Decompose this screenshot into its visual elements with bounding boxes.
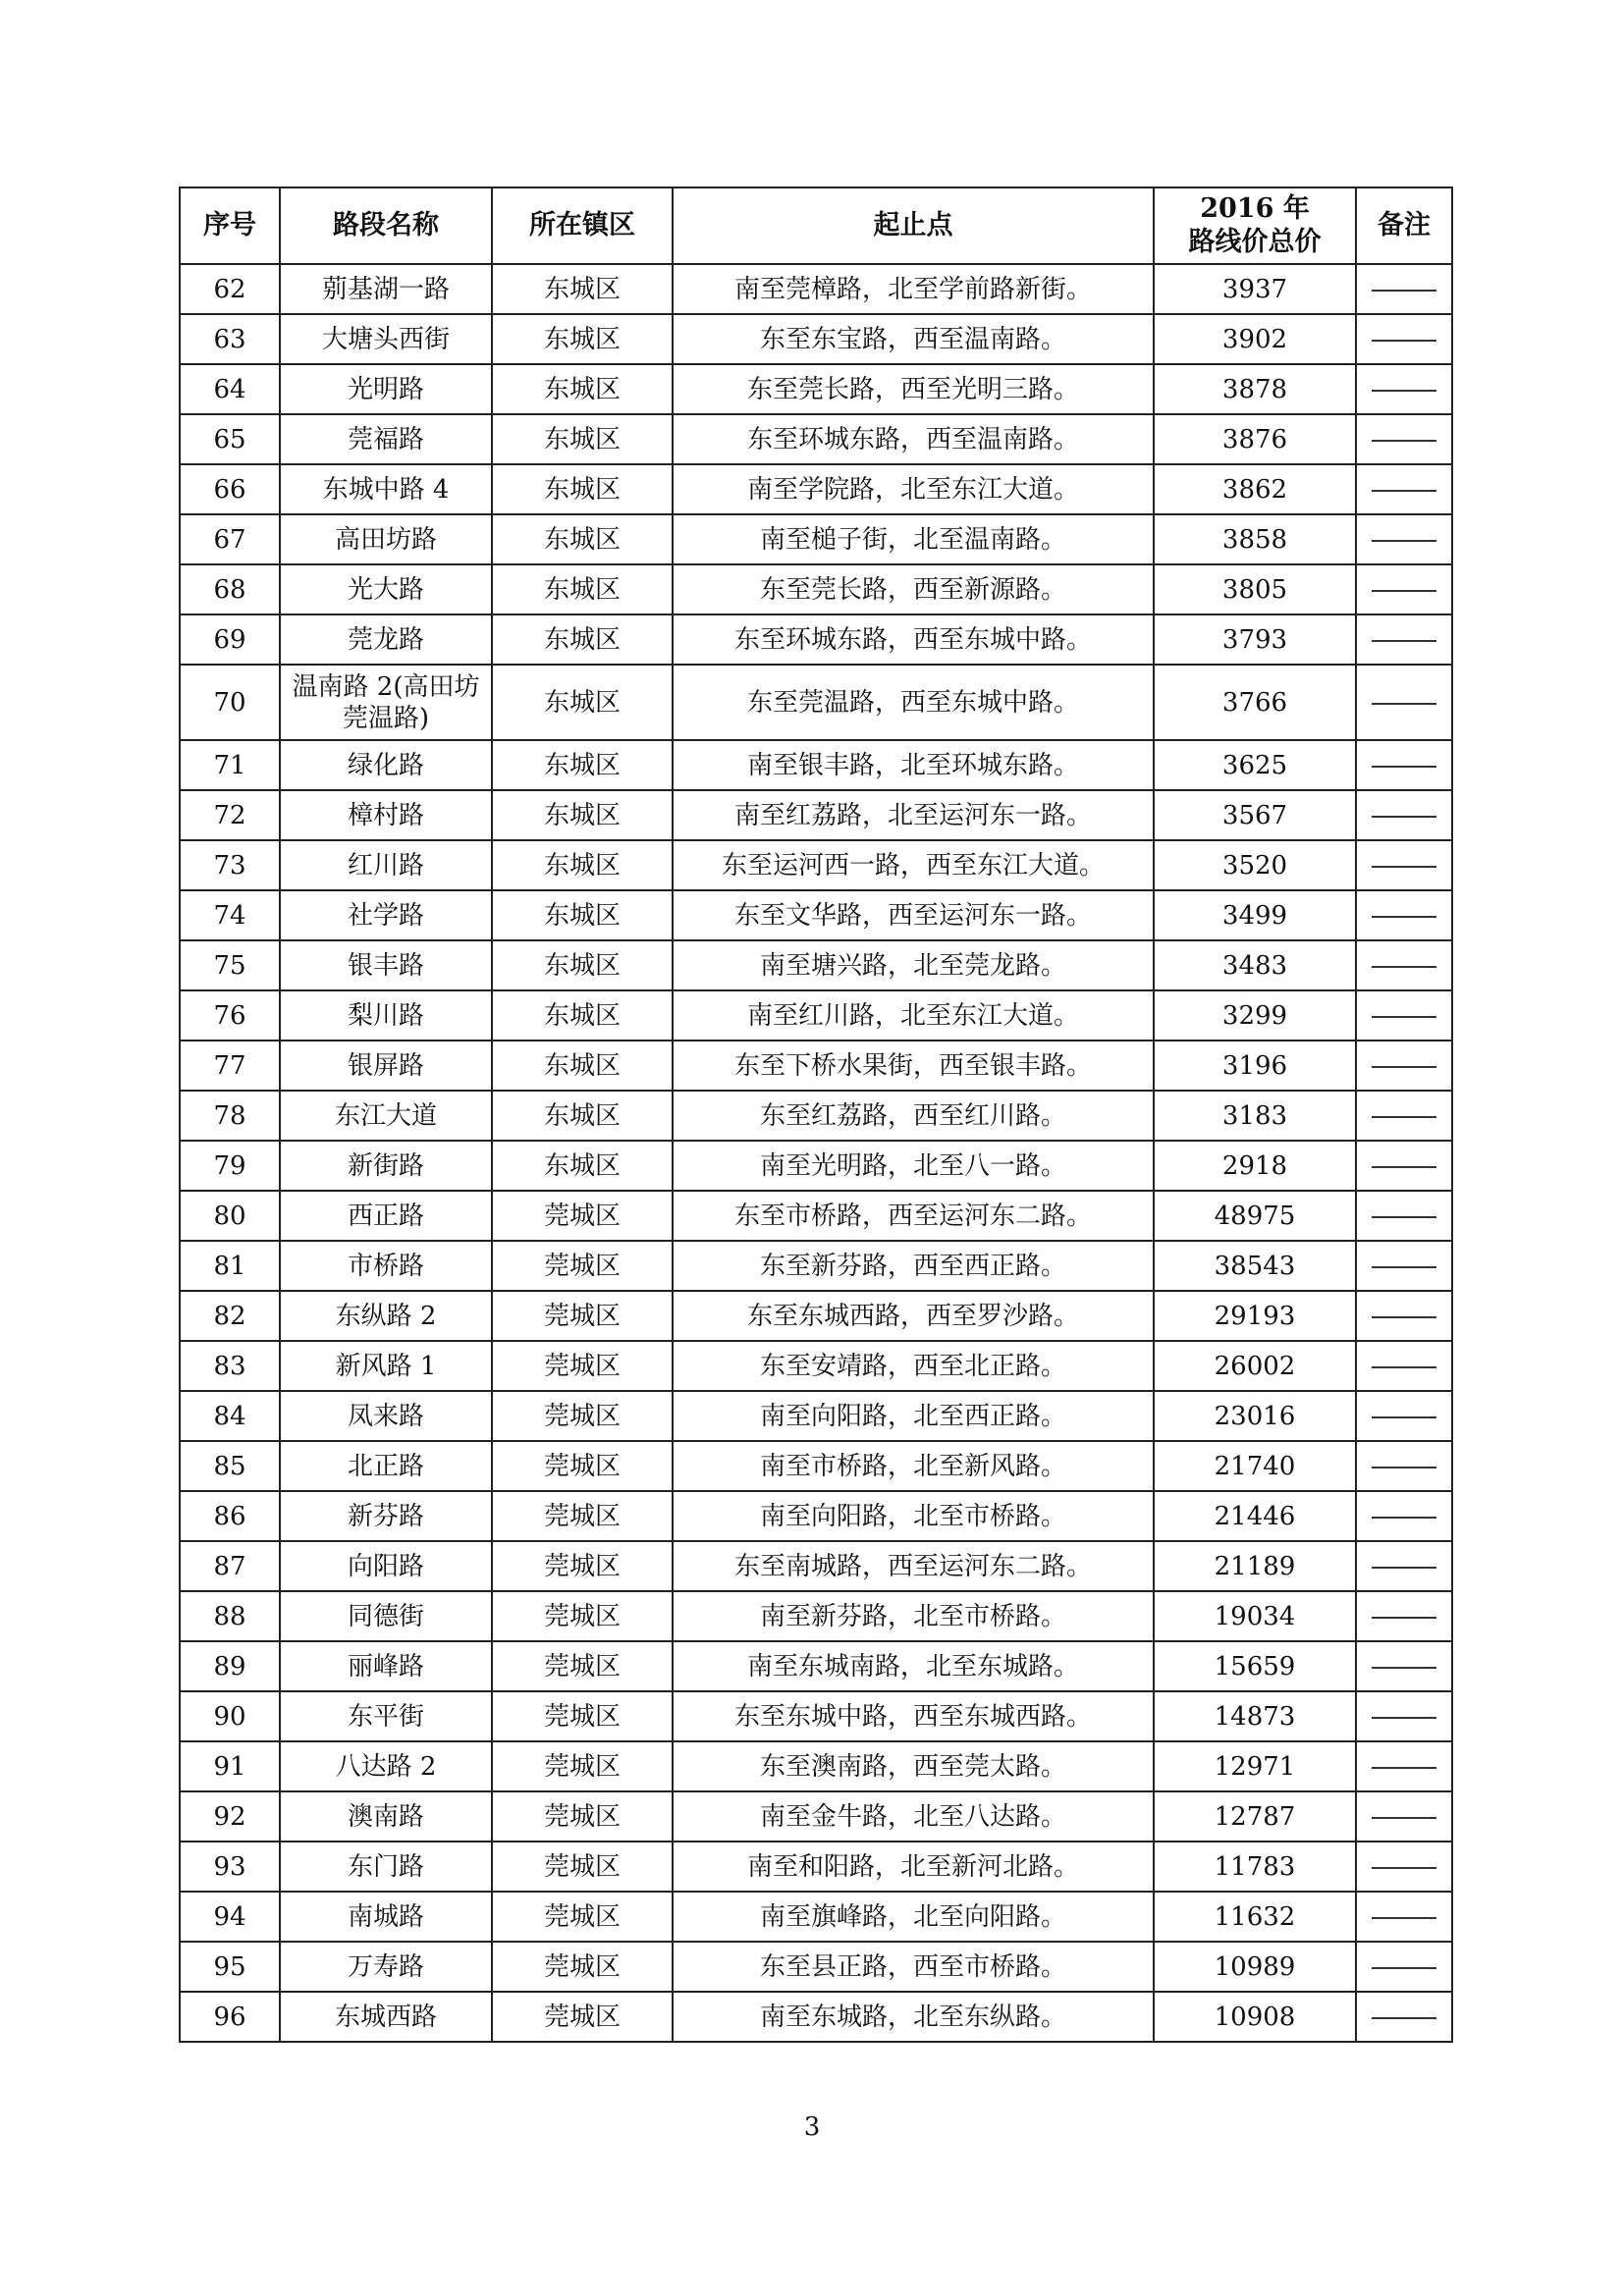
remark-dash [1372, 1867, 1436, 1869]
cell-range: 东至莞温路，西至东城中路。 [673, 665, 1154, 740]
cell-district: 莞城区 [492, 1341, 673, 1391]
cell-district: 莞城区 [492, 1241, 673, 1291]
cell-range: 南至市桥路，北至新风路。 [673, 1441, 1154, 1491]
cell-remark [1356, 1641, 1452, 1691]
cell-price: 12971 [1154, 1741, 1356, 1791]
cell-price: 10908 [1154, 1992, 1356, 2042]
cell-district: 莞城区 [492, 1641, 673, 1691]
remark-dash [1372, 1567, 1436, 1569]
cell-price: 3183 [1154, 1091, 1356, 1141]
cell-name: 东门路 [280, 1842, 492, 1892]
cell-district: 东城区 [492, 1041, 673, 1091]
remark-dash [1372, 340, 1436, 342]
cell-no: 88 [180, 1591, 280, 1641]
header-name: 路段名称 [280, 187, 492, 264]
cell-district: 东城区 [492, 314, 673, 364]
cell-district: 东城区 [492, 665, 673, 740]
table-row [180, 564, 1452, 614]
cell-district: 莞城区 [492, 1491, 673, 1541]
cell-remark [1356, 1892, 1452, 1942]
table-row [180, 364, 1452, 414]
remark-dash [1372, 1116, 1436, 1118]
cell-no: 80 [180, 1191, 280, 1241]
remark-dash [1372, 1967, 1436, 1969]
cell-range: 南至旗峰路，北至向阳路。 [673, 1892, 1154, 1942]
remark-dash [1372, 1266, 1436, 1268]
cell-no: 68 [180, 564, 280, 614]
cell-name: 梨川路 [280, 990, 492, 1041]
cell-remark [1356, 1791, 1452, 1842]
cell-price: 26002 [1154, 1341, 1356, 1391]
remark-dash [1372, 1467, 1436, 1468]
cell-price: 3862 [1154, 464, 1356, 514]
cell-remark [1356, 990, 1452, 1041]
cell-range: 南至向阳路，北至西正路。 [673, 1391, 1154, 1441]
remark-dash [1372, 1016, 1436, 1018]
cell-price: 3878 [1154, 364, 1356, 414]
table-row [180, 840, 1452, 890]
cell-district: 莞城区 [492, 1992, 673, 2042]
remark-dash [1372, 1517, 1436, 1519]
cell-range: 东至南城路，西至运河东二路。 [673, 1541, 1154, 1591]
table-row [180, 1291, 1452, 1341]
cell-remark [1356, 1942, 1452, 1992]
cell-district: 东城区 [492, 890, 673, 940]
cell-district: 东城区 [492, 1141, 673, 1191]
table-row [180, 614, 1452, 665]
cell-remark [1356, 1591, 1452, 1641]
cell-district: 东城区 [492, 990, 673, 1041]
cell-no: 69 [180, 614, 280, 665]
cell-no: 77 [180, 1041, 280, 1091]
cell-district: 莞城区 [492, 1942, 673, 1992]
cell-range: 南至银丰路，北至环城东路。 [673, 740, 1154, 790]
table-row [180, 1992, 1452, 2042]
cell-range: 东至东宝路，西至温南路。 [673, 314, 1154, 364]
table-body [180, 264, 1452, 2042]
cell-district: 莞城区 [492, 1191, 673, 1241]
cell-district: 莞城区 [492, 1842, 673, 1892]
cell-remark [1356, 740, 1452, 790]
cell-name: 绿化路 [280, 740, 492, 790]
cell-no: 81 [180, 1241, 280, 1291]
cell-district: 东城区 [492, 940, 673, 990]
cell-price: 3902 [1154, 314, 1356, 364]
table-row [180, 1091, 1452, 1141]
remark-dash [1372, 1366, 1436, 1368]
table-row [180, 1391, 1452, 1441]
cell-name: 莂基湖一路 [280, 264, 492, 314]
cell-district: 东城区 [492, 564, 673, 614]
cell-name: 万寿路 [280, 1942, 492, 1992]
cell-no: 78 [180, 1091, 280, 1141]
cell-remark [1356, 314, 1452, 364]
table-row [180, 790, 1452, 840]
cell-price: 2918 [1154, 1141, 1356, 1191]
cell-name: 新芬路 [280, 1491, 492, 1541]
cell-no: 85 [180, 1441, 280, 1491]
remark-dash [1372, 1316, 1436, 1318]
cell-price: 29193 [1154, 1291, 1356, 1341]
cell-name: 东城中路 4 [280, 464, 492, 514]
table-row [180, 314, 1452, 364]
cell-range: 南至东城路，北至东纵路。 [673, 1992, 1154, 2042]
table-row [180, 1441, 1452, 1491]
cell-district: 莞城区 [492, 1791, 673, 1842]
cell-district: 莞城区 [492, 1691, 673, 1741]
remark-dash [1372, 703, 1436, 705]
cell-no: 76 [180, 990, 280, 1041]
table-row [180, 1791, 1452, 1842]
cell-remark [1356, 1291, 1452, 1341]
cell-name: 莞龙路 [280, 614, 492, 665]
cell-range: 南至东城南路，北至东城路。 [673, 1641, 1154, 1691]
cell-range: 南至槌子街，北至温南路。 [673, 514, 1154, 564]
remark-dash [1372, 966, 1436, 968]
cell-district: 东城区 [492, 414, 673, 464]
cell-district: 莞城区 [492, 1291, 673, 1341]
table-row [180, 1741, 1452, 1791]
cell-name: 新风路 1 [280, 1341, 492, 1391]
cell-name: 西正路 [280, 1191, 492, 1241]
cell-district: 东城区 [492, 790, 673, 840]
cell-remark [1356, 614, 1452, 665]
table-header-row [180, 187, 1452, 264]
cell-name: 红川路 [280, 840, 492, 890]
cell-range: 东至文华路，西至运河东一路。 [673, 890, 1154, 940]
table-row [180, 1041, 1452, 1091]
cell-price: 21740 [1154, 1441, 1356, 1491]
cell-no: 87 [180, 1541, 280, 1591]
cell-price: 3793 [1154, 614, 1356, 665]
header-remark: 备注 [1356, 187, 1452, 264]
cell-remark [1356, 1041, 1452, 1091]
table-row [180, 1541, 1452, 1591]
cell-range: 南至向阳路，北至市桥路。 [673, 1491, 1154, 1541]
cell-price: 14873 [1154, 1691, 1356, 1741]
table-row [180, 1191, 1452, 1241]
cell-no: 62 [180, 264, 280, 314]
cell-remark [1356, 1441, 1452, 1491]
cell-range: 东至下桥水果街，西至银丰路。 [673, 1041, 1154, 1091]
cell-name: 社学路 [280, 890, 492, 940]
cell-range: 东至县正路，西至市桥路。 [673, 1942, 1154, 1992]
cell-name: 市桥路 [280, 1241, 492, 1291]
cell-name: 温南路 2(高田坊莞温路) [280, 665, 492, 740]
cell-name: 高田坊路 [280, 514, 492, 564]
cell-name: 东纵路 2 [280, 1291, 492, 1341]
cell-remark [1356, 890, 1452, 940]
remark-dash [1372, 1166, 1436, 1168]
cell-range: 南至学院路，北至东江大道。 [673, 464, 1154, 514]
cell-no: 84 [180, 1391, 280, 1441]
cell-range: 东至莞长路，西至新源路。 [673, 564, 1154, 614]
cell-name: 南城路 [280, 1892, 492, 1942]
cell-name: 同德街 [280, 1591, 492, 1641]
cell-remark [1356, 1341, 1452, 1391]
cell-range: 东至安靖路，西至北正路。 [673, 1341, 1154, 1391]
cell-no: 70 [180, 665, 280, 740]
table-row [180, 990, 1452, 1041]
cell-remark [1356, 1842, 1452, 1892]
cell-name: 丽峰路 [280, 1641, 492, 1691]
cell-no: 72 [180, 790, 280, 840]
cell-name: 东城西路 [280, 1992, 492, 2042]
table-row [180, 414, 1452, 464]
cell-price: 3483 [1154, 940, 1356, 990]
cell-name: 光明路 [280, 364, 492, 414]
header-price [1154, 187, 1356, 264]
cell-price: 10989 [1154, 1942, 1356, 1992]
cell-no: 86 [180, 1491, 280, 1541]
cell-name: 东江大道 [280, 1091, 492, 1141]
cell-price: 48975 [1154, 1191, 1356, 1241]
cell-price: 21189 [1154, 1541, 1356, 1591]
cell-district: 东城区 [492, 740, 673, 790]
cell-range: 东至环城东路，西至温南路。 [673, 414, 1154, 464]
cell-price: 38543 [1154, 1241, 1356, 1291]
cell-no: 96 [180, 1992, 280, 2042]
cell-range: 南至光明路，北至八一路。 [673, 1141, 1154, 1191]
cell-name: 光大路 [280, 564, 492, 614]
cell-price: 3766 [1154, 665, 1356, 740]
cell-remark [1356, 840, 1452, 890]
cell-district: 莞城区 [492, 1741, 673, 1791]
cell-price: 19034 [1154, 1591, 1356, 1641]
table-row [180, 264, 1452, 314]
cell-remark [1356, 364, 1452, 414]
remark-dash [1372, 590, 1436, 592]
remark-dash [1372, 540, 1436, 542]
remark-dash [1372, 816, 1436, 818]
cell-district: 东城区 [492, 264, 673, 314]
cell-name: 新街路 [280, 1141, 492, 1191]
remark-dash [1372, 1617, 1436, 1619]
header-range: 起止点 [673, 187, 1154, 264]
cell-range: 东至东城中路，西至东城西路。 [673, 1691, 1154, 1741]
cell-range: 南至莞樟路，北至学前路新街。 [673, 264, 1154, 314]
cell-name: 银丰路 [280, 940, 492, 990]
table-row [180, 1641, 1452, 1691]
cell-remark [1356, 790, 1452, 840]
cell-remark [1356, 1741, 1452, 1791]
cell-no: 73 [180, 840, 280, 890]
table-row [180, 464, 1452, 514]
header-district: 所在镇区 [492, 187, 673, 264]
cell-no: 92 [180, 1791, 280, 1842]
cell-no: 91 [180, 1741, 280, 1791]
table-row [180, 514, 1452, 564]
cell-no: 93 [180, 1842, 280, 1892]
remark-dash [1372, 2017, 1436, 2019]
cell-remark [1356, 1691, 1452, 1741]
cell-range: 南至新芬路，北至市桥路。 [673, 1591, 1154, 1641]
cell-price: 21446 [1154, 1491, 1356, 1541]
cell-price: 3625 [1154, 740, 1356, 790]
table-row [180, 890, 1452, 940]
cell-price: 3196 [1154, 1041, 1356, 1091]
cell-no: 79 [180, 1141, 280, 1191]
cell-price: 3499 [1154, 890, 1356, 940]
remark-dash [1372, 766, 1436, 768]
table-row [180, 1341, 1452, 1391]
cell-remark [1356, 665, 1452, 740]
remark-dash [1372, 1767, 1436, 1769]
cell-name: 八达路 2 [280, 1741, 492, 1791]
table-row [180, 940, 1452, 990]
cell-district: 莞城区 [492, 1391, 673, 1441]
cell-price: 3876 [1154, 414, 1356, 464]
remark-dash [1372, 440, 1436, 442]
table-row [180, 1241, 1452, 1291]
cell-range: 南至和阳路，北至新河北路。 [673, 1842, 1154, 1892]
table-row [180, 1942, 1452, 1992]
cell-range: 东至环城东路，西至东城中路。 [673, 614, 1154, 665]
remark-dash [1372, 490, 1436, 492]
remark-dash [1372, 866, 1436, 868]
remark-dash [1372, 1066, 1436, 1068]
cell-district: 东城区 [492, 614, 673, 665]
cell-range: 东至市桥路，西至运河东二路。 [673, 1191, 1154, 1241]
cell-district: 东城区 [492, 840, 673, 890]
remark-dash [1372, 1717, 1436, 1719]
cell-remark [1356, 1191, 1452, 1241]
cell-range: 南至金牛路，北至八达路。 [673, 1791, 1154, 1842]
table-row [180, 1491, 1452, 1541]
cell-range: 南至塘兴路，北至莞龙路。 [673, 940, 1154, 990]
cell-no: 66 [180, 464, 280, 514]
road-price-table [179, 187, 1453, 2043]
cell-remark [1356, 564, 1452, 614]
cell-remark [1356, 940, 1452, 990]
cell-no: 71 [180, 740, 280, 790]
cell-remark [1356, 464, 1452, 514]
cell-remark [1356, 1491, 1452, 1541]
header-no: 序号 [180, 187, 280, 264]
remark-dash [1372, 1416, 1436, 1418]
cell-remark [1356, 514, 1452, 564]
cell-name: 凤来路 [280, 1391, 492, 1441]
cell-range: 东至澳南路，西至莞太路。 [673, 1741, 1154, 1791]
page-number: 3 [803, 2112, 821, 2142]
cell-no: 64 [180, 364, 280, 414]
cell-range: 东至红荔路，西至红川路。 [673, 1091, 1154, 1141]
cell-no: 75 [180, 940, 280, 990]
cell-no: 74 [180, 890, 280, 940]
cell-remark [1356, 264, 1452, 314]
cell-district: 东城区 [492, 1091, 673, 1141]
cell-remark [1356, 1141, 1452, 1191]
cell-no: 63 [180, 314, 280, 364]
cell-price: 3520 [1154, 840, 1356, 890]
remark-dash [1372, 290, 1436, 292]
table-row [180, 1691, 1452, 1741]
cell-name: 大塘头西街 [280, 314, 492, 364]
cell-price: 3805 [1154, 564, 1356, 614]
cell-no: 83 [180, 1341, 280, 1391]
remark-dash [1372, 1216, 1436, 1218]
cell-price: 3858 [1154, 514, 1356, 564]
cell-name: 向阳路 [280, 1541, 492, 1591]
cell-range: 南至红川路，北至东江大道。 [673, 990, 1154, 1041]
cell-price: 11632 [1154, 1892, 1356, 1942]
cell-no: 95 [180, 1942, 280, 1992]
cell-price: 3567 [1154, 790, 1356, 840]
remark-dash [1372, 640, 1436, 642]
cell-no: 90 [180, 1691, 280, 1741]
cell-name: 北正路 [280, 1441, 492, 1491]
remark-dash [1372, 1667, 1436, 1669]
cell-district: 东城区 [492, 364, 673, 414]
cell-remark [1356, 414, 1452, 464]
cell-district: 莞城区 [492, 1892, 673, 1942]
table-row [180, 740, 1452, 790]
remark-dash [1372, 1817, 1436, 1819]
cell-name: 莞福路 [280, 414, 492, 464]
cell-range: 东至东城西路，西至罗沙路。 [673, 1291, 1154, 1341]
remark-dash [1372, 390, 1436, 392]
table-row [180, 1842, 1452, 1892]
cell-name: 银屏路 [280, 1041, 492, 1091]
cell-price: 12787 [1154, 1791, 1356, 1842]
header-price-line1: 2016 年 [1200, 193, 1310, 224]
cell-price: 3299 [1154, 990, 1356, 1041]
table-row [180, 1591, 1452, 1641]
cell-range: 东至运河西一路，西至东江大道。 [673, 840, 1154, 890]
cell-remark [1356, 1992, 1452, 2042]
table-row [180, 665, 1452, 740]
cell-remark [1356, 1391, 1452, 1441]
remark-dash [1372, 1917, 1436, 1919]
remark-dash [1372, 916, 1436, 918]
cell-name: 澳南路 [280, 1791, 492, 1842]
cell-district: 东城区 [492, 464, 673, 514]
cell-district: 莞城区 [492, 1541, 673, 1591]
cell-range: 东至莞长路，西至光明三路。 [673, 364, 1154, 414]
cell-price: 11783 [1154, 1842, 1356, 1892]
cell-remark [1356, 1091, 1452, 1141]
cell-remark [1356, 1541, 1452, 1591]
cell-remark [1356, 1241, 1452, 1291]
cell-no: 94 [180, 1892, 280, 1942]
cell-range: 南至红荔路，北至运河东一路。 [673, 790, 1154, 840]
cell-no: 89 [180, 1641, 280, 1691]
cell-name: 樟村路 [280, 790, 492, 840]
cell-price: 3937 [1154, 264, 1356, 314]
cell-no: 67 [180, 514, 280, 564]
cell-no: 82 [180, 1291, 280, 1341]
cell-price: 15659 [1154, 1641, 1356, 1691]
cell-name: 东平街 [280, 1691, 492, 1741]
table-row [180, 1892, 1452, 1942]
cell-no: 65 [180, 414, 280, 464]
cell-district: 东城区 [492, 514, 673, 564]
cell-price: 23016 [1154, 1391, 1356, 1441]
table-row [180, 1141, 1452, 1191]
cell-district: 莞城区 [492, 1441, 673, 1491]
cell-district: 莞城区 [492, 1591, 673, 1641]
header-price-line2: 路线价总价 [1188, 227, 1322, 257]
road-price-table-container [179, 187, 1451, 2043]
cell-range: 东至新芬路，西至西正路。 [673, 1241, 1154, 1291]
